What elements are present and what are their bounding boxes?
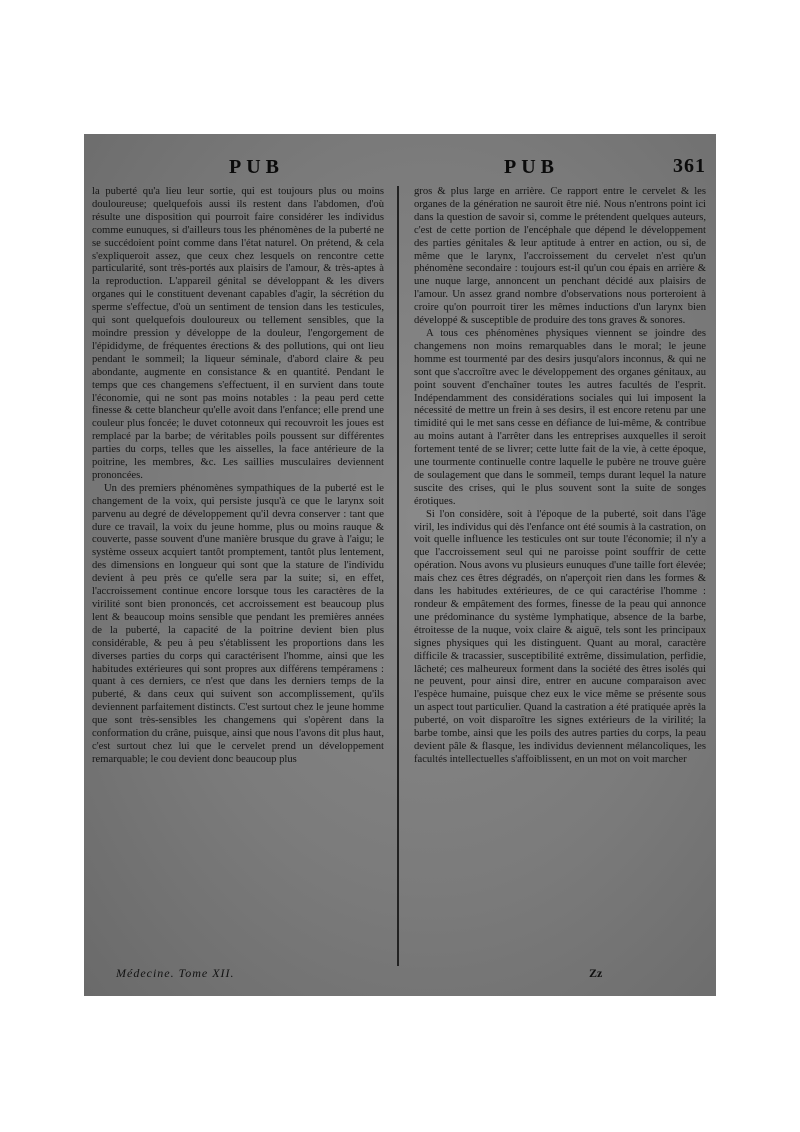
paragraph: la puberté qu'a lieu leur sortie, qui est toujours plus ou moins douloureuse; quelquefois aussi ils restent dans l'abdomen, d'où résulte une disposition qui pourroit faire considérer les individus comme eunuques, si d'ailleurs tous les phénomènes de la puberté ne se succédoient point comme dans l'état naturel. On prétend, & cela s'expliqueroit assez, que ceux chez lesquels on rencontre cette particularité, sont très-portés aux plaisirs de l'amour, & très-aptes à la reproduction. L'appareil génital se développant & les divers organes qui le constituent devenant capables d'agir, la sécrétion du sperme s'effectue, d'où un sentiment de tension dans les testicules, qui sont quelquefois douloureux ou tellement sensibles, que la moindre pression y développe de la douleur, l'engorgement de l'épididyme, de fréquentes érections & des pollutions, qui ont lieu pendant le sommeil; la liqueur séminale, d'abord claire & peu abondante, augmente en consistance & en quantité. Pendant le temps que ces changemens s'effectuent, il en survient dans toute l'économie, qui ne sont pas moins notables : la peau perd cette finesse & cette blancheur qu'elle avoit dans l'enfance; elle prend une couleur plus foncée; le duvet cotonneux qui recouvroit les joues est remplacé par la barbe; de véritables poils poussent sur différentes parties du corps, telles que les aisselles, la face antérieure de la poitrine, les membres, &c. Les saillies musculaires deviennent prononcées. <box>92 186 384 481</box>
signature-line: Médecine. Tome XII. <box>116 966 235 980</box>
signature-mark: Zz <box>589 966 603 980</box>
paragraph: Un des premiers phénomènes sympathiques de la puberté est le changement de la voix, qui persiste jusqu'à ce que le larynx soit parvenu au degré de développement qu'il devra conserver : tant que dure ce travail, la voix du jeune homme, plus ou moins rauque & couverte, passe souvent d'une manière brusque du grave à l'aigu; le système osseux acquiert tantôt promptement, tantôt plus lentement, des dimensions en longueur qui sont que la stature de l'individu devient à peu près ce qu'elle sera par la suite; si, en effet, l'accroissement continue encore lorsque tous les caractères de la virilité sont bien prononcés, cet accroissement est beaucoup plus lent & beaucoup moins sensible que pendant les premières années de la puberté, la capacité de la poitrine devient bien plus considérable, & peu à peu s'établissent les proportions dans les diverses parties du corps qui caractérisent l'homme, ainsi que les habitudes extérieures qui sont propres aux différens tempéramens : quant à ces derniers, ce n'est que dans les derniers temps de la puberté, & dans ceux qui suivent son accomplissement, qu'ils deviennent parfaitement distincts. C'est surtout chez le jeune homme que sont très-sensibles les changemens qui s'opèrent dans la conformation du crâne, puisque, ainsi que nous l'avons dit plus haut, c'est surtout chez lui que le cervelet prend un développement remarquable; le cou devient donc beaucoup plus <box>92 482 384 765</box>
scanned-page <box>84 134 716 996</box>
page-number: 361 <box>673 155 706 177</box>
paragraph: gros & plus large en arrière. Ce rapport entre le cervelet & les organes de la génération ne sauroit être nié. Nous n'entrons point ici dans la question de savoir si, comme le prétendent quelques auteurs, c'est de cette portion de l'encéphale que dépend le développement des parties génitales & leur aptitude à entrer en action, ou si, de même que le larynx, l'accroissement du cervelet n'est qu'un phénomène secondaire : toujours est-il qu'un cou épais en arrière & une nuque large, annoncent un penchant décidé aux plaisirs de l'amour. Un assez grand nombre d'observations nous porteroient à croire qu'on pourroit tirer les mêmes inductions d'un larynx bien développé & susceptible de produire des tons graves & sonores. <box>414 186 706 327</box>
running-header-right: PUB <box>504 156 559 178</box>
column-divider <box>397 186 399 966</box>
paragraph: A tous ces phénomènes physiques viennent se joindre des changemens non moins remarquables dans le moral; le jeune homme est tourmenté par des desirs jusqu'alors inconnus, & qui ne sont que s'accroître avec le développement des organes génitaux, au point souvent d'enchaîner toutes les autres facultés de l'esprit. Indépendamment des considérations sociales qui lui imposent la nécessité de mettre un frein à ses desirs, il est encore retenu par une timidité qui le met sans cesse en défiance de lui-même, & contribue au moins autant à l'arrêter dans les entreprises auxquelles il seroit fortement tenté de se livrer; cette lutte fait de la vie, à cette époque, une tourmente continuelle contre laquelle le pubère ne trouve guère de soulagement que dans le sommeil, temps durant lequel la nature suscite des crises, qui le plus souvent sont la suite de songes érotiques. <box>414 327 706 507</box>
right-text-column <box>414 186 706 964</box>
left-text-column <box>92 186 384 964</box>
running-header-left: PUB <box>229 156 284 178</box>
paragraph: Si l'on considère, soit à l'époque de la puberté, soit dans l'âge viril, les individus qui dès l'enfance ont été soumis à la castration, on voit quelle influence les testicules ont sur toute l'économie; il n'y a que l'accroissement seul qui ne paroisse point souffrir de cette opération. Nous avons vu plusieurs eunuques d'une taille fort élevée; mais chez ces êtres dégradés, on n'aperçoit rien dans les formes & dans les habitudes extérieures, de ce qui caractérise l'homme : rondeur & empâtement des formes, finesse de la peau qui annonce une prédominance du système lymphatique, absence de la barbe, étroitesse de la nuque, voix claire & aiguë, tels sont les principaux signes physiques qui les distinguent. Quant au moral, caractère difficile & tracassier, susceptibilité extrême, dissimulation, perfidie, lâcheté; ces malheureux forment dans la société des êtres isolés qui ne peuvent, pour ainsi dire, entrer en aucune comparaison avec l'espèce humaine, puisque chez eux le vice même se présente sous un aspect tout particulier. Quand la castration a été pratiquée après la puberté, on voit disparoître les signes extérieurs de la virilité; la barbe tombe, ainsi que les poils des autres parties du corps, la peau devient pâle & flasque, les individus deviennent mélancoliques, les facultés intellectuelles s'affoiblissent, en un mot on voit marcher <box>414 508 706 765</box>
